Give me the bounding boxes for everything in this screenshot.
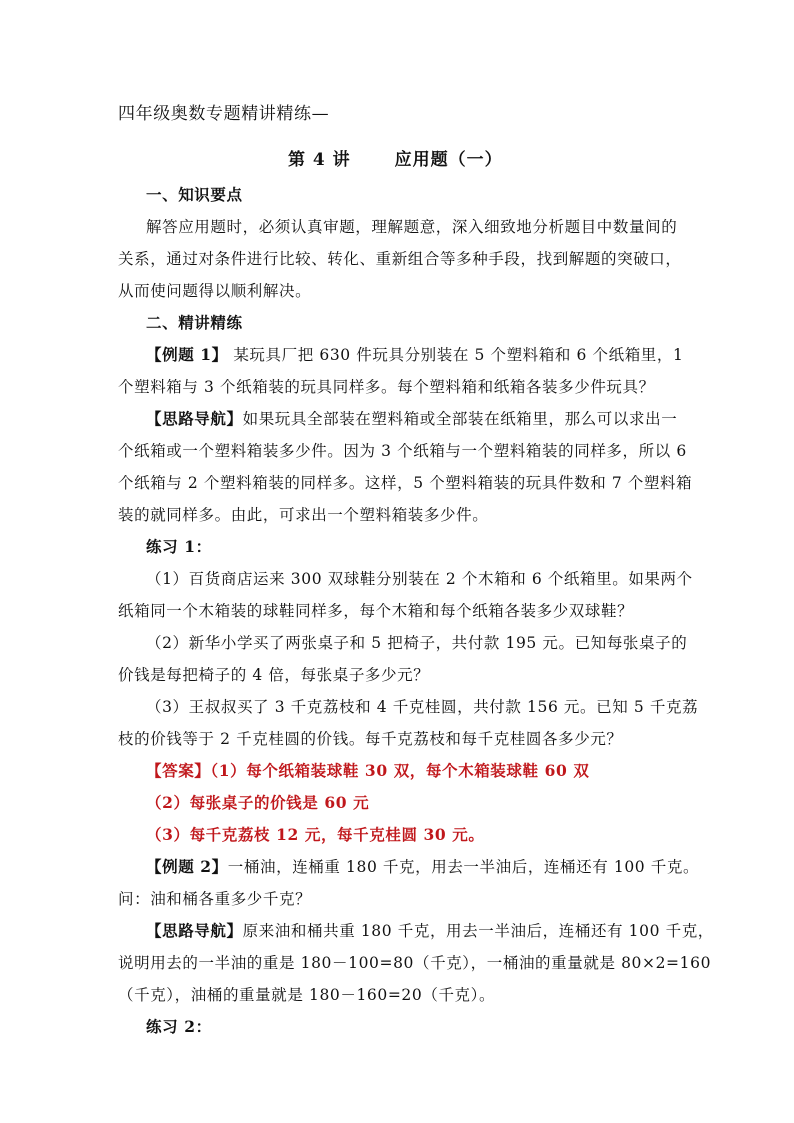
practice1-item: （1）百货商店运来 300 双球鞋分别装在 2 个木箱和 6 个纸箱里。如果两个 <box>146 570 693 588</box>
section-practice-heading: 二、精讲精练 <box>146 313 243 332</box>
example1-line <box>146 345 684 365</box>
lecture-title: 应用题（一） <box>394 150 503 170</box>
guide1-line: 个纸箱或一个塑料箱装多少件。因为 3 个纸箱与一个塑料箱装的同样多，所以 6 <box>118 442 687 460</box>
answer1-line: （2）每张桌子的价钱是 60 元 <box>146 793 370 812</box>
example2-text: 一桶油，连桶重 180 千克，用去一半油后，连桶还有 100 千克。 <box>227 858 700 876</box>
practice2-label: 练习 2： <box>146 1017 212 1036</box>
practice1-item: 价钱是每把椅子的 4 倍，每张桌子多少元？ <box>118 666 430 684</box>
guide2-tag: 【思路导航】 <box>146 921 243 940</box>
guide1-line: 装的就同样多。由此，可求出一个塑料箱装多少件。 <box>118 506 489 524</box>
example2-tag: 【例题 2】 <box>146 857 228 876</box>
answer1-line: 【答案】（1）每个纸箱装球鞋 30 双，每个木箱装球鞋 60 双 <box>146 761 590 780</box>
example1-line: 个塑料箱与 3 个纸箱装的玩具同样多。每个塑料箱和纸箱各装多少件玩具？ <box>118 378 655 396</box>
practice1-item: （3）王叔叔买了 3 千克荔枝和 4 千克桂圆，共付款 156 元。已知 5 千克荔 <box>146 698 699 716</box>
example1-tag: 【例题 1】 <box>146 345 228 364</box>
guide1-tag: 【思路导航】 <box>146 409 243 428</box>
lecture-heading <box>288 150 794 170</box>
guide2-line: （千克），油桶的重量就是 180－160=20（千克）。 <box>118 986 496 1004</box>
lecture-number: 第 4 讲 <box>288 150 351 170</box>
practice1-item: 纸箱同一个木箱装的球鞋同样多，每个木箱和每个纸箱各装多少双球鞋？ <box>118 602 634 620</box>
answer1-line: （3）每千克荔枝 12 元，每千克桂圆 30 元。 <box>146 825 485 844</box>
example2-line <box>146 857 700 877</box>
guide1-text: 如果玩具全部装在塑料箱或全部装在纸箱里，那么可以求出一 <box>242 410 678 428</box>
practice1-item: （2）新华小学买了两张桌子和 5 把椅子，共付款 195 元。已知每张桌子的 <box>146 634 688 652</box>
example2-line: 问：油和桶各重多少千克？ <box>118 890 312 908</box>
guide2-line <box>146 921 714 941</box>
section-knowledge-heading: 一、知识要点 <box>146 185 243 204</box>
intro-line: 从而使问题得以顺利解决。 <box>118 282 312 300</box>
guide2-text: 原来油和桶共重 180 千克，用去一半油后，连桶还有 100 千克， <box>242 922 714 940</box>
guide1-line: 个纸箱与 2 个塑料箱装的同样多。这样，5 个塑料箱装的玩具件数和 7 个塑料箱 <box>118 474 693 492</box>
intro-line: 关系，通过对条件进行比较、转化、重新组合等多种手段，找到解题的突破口， <box>118 250 682 268</box>
practice1-item: 枝的价钱等于 2 千克桂圆的价钱。每千克荔枝和每千克桂圆各多少元？ <box>118 730 623 748</box>
practice1-label: 练习 1： <box>146 537 212 556</box>
document-header: 四年级奥数专题精讲精练— <box>118 104 330 124</box>
guide2-line: 说明用去的一半油的重是 180－100=80（千克），一桶油的重量就是 80×2=160 <box>118 954 712 972</box>
guide1-line <box>146 409 684 429</box>
intro-line: 解答应用题时，必须认真审题，理解题意，深入细致地分析题目中数量间的 <box>146 218 678 236</box>
example1-text: 某玩具厂把 630 件玩具分别装在 5 个塑料箱和 6 个纸箱里，1 <box>227 346 684 364</box>
